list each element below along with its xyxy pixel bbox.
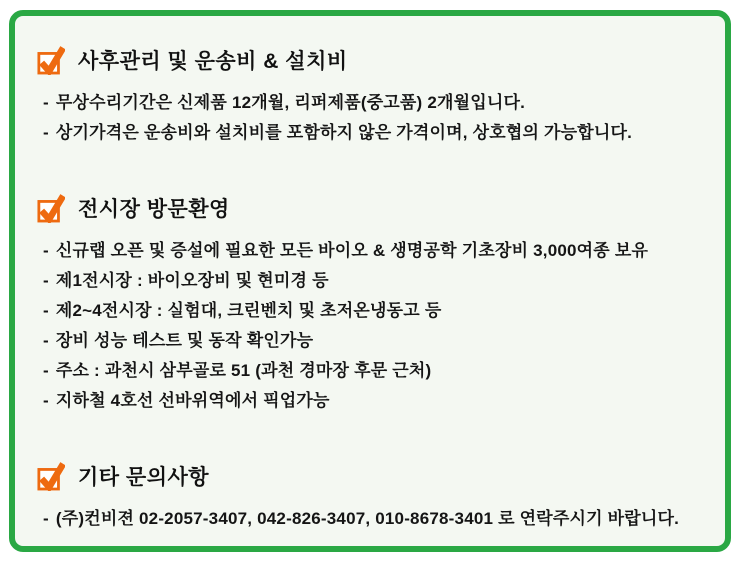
list-item-text: 상기가격은 운송비와 설치비를 포함하지 않은 가격이며, 상호협의 가능합니다. [55,123,633,142]
list-item [43,118,707,148]
bullet-dash: - [43,391,49,410]
list-item [43,504,707,534]
section-heading-row [37,44,707,75]
list-item-text: (주)컨비젼 02-2057-3407, 042-826-3407, 010-8678-3401 로 연락주시기 바랍니다. [55,509,680,528]
section-aftercare [37,44,707,148]
bullet-dash: - [43,93,49,112]
list-item [43,296,707,326]
bullet-dash: - [43,331,49,350]
section-title: 전시장 방문환영 [78,197,230,221]
section-contact [37,460,707,534]
list-item [43,356,707,386]
list-item [43,236,707,266]
orange-checkbox-icon [37,192,65,223]
section-heading-row [37,460,707,491]
list-item-text: 장비 성능 테스트 및 동작 확인가능 [55,331,314,350]
list-item-text: 주소 : 과천시 삼부골로 51 (과천 경마장 후문 근처) [55,361,432,380]
list-item-text: 신규랩 오픈 및 증설에 필요한 모든 바이오 & 생명공학 기초장비 3,000여종 보유 [55,241,649,260]
bullet-dash: - [43,271,49,290]
list-item [43,88,707,118]
green-bordered-panel [9,10,731,552]
list-item [43,386,707,416]
section-items [37,88,707,148]
bullet-dash: - [43,509,49,528]
section-items [37,236,707,416]
bullet-dash: - [43,123,49,142]
list-item-text: 지하철 4호선 선바위역에서 픽업가능 [55,391,330,410]
list-item-text: 무상수리기간은 신제품 12개월, 리퍼제품(중고품) 2개월입니다. [55,93,526,112]
list-item [43,326,707,356]
section-items [37,504,707,534]
bullet-dash: - [43,241,49,260]
orange-checkbox-icon [37,460,65,491]
orange-checkbox-icon [37,44,65,75]
section-title: 사후관리 및 운송비 & 설치비 [78,49,348,73]
section-showroom [37,192,707,416]
list-item-text: 제1전시장 : 바이오장비 및 현미경 등 [55,271,329,290]
section-heading-row [37,192,707,223]
bullet-dash: - [43,301,49,320]
bullet-dash: - [43,361,49,380]
list-item-text: 제2~4전시장 : 실험대, 크린벤치 및 초저온냉동고 등 [55,301,442,320]
section-title: 기타 문의사항 [78,465,210,489]
list-item [43,266,707,296]
